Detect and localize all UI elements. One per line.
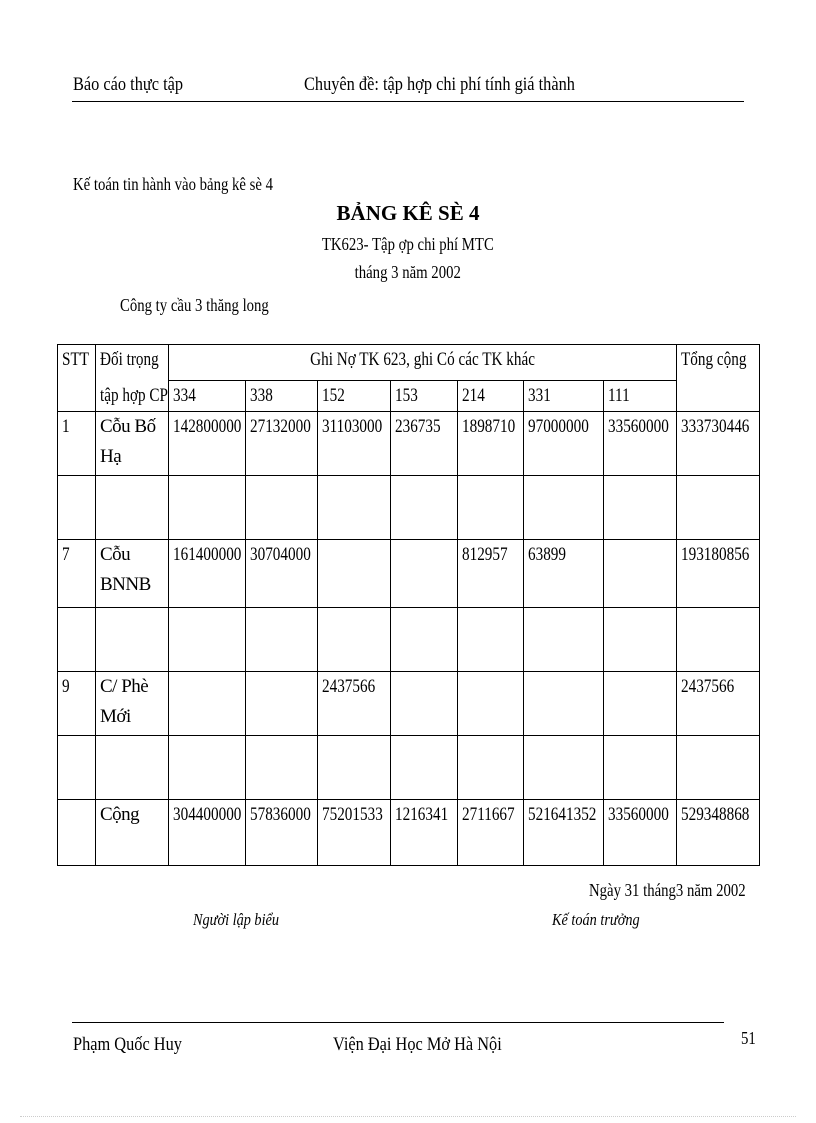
amount-cell-214: [458, 608, 524, 672]
page-title: BẢNG KÊ SÈ 4: [336, 201, 480, 225]
amount-cell-153: [391, 736, 458, 800]
table-row: [58, 672, 760, 736]
stt-cell: [58, 608, 96, 672]
total-cell: [677, 476, 760, 540]
amount-cell-331: [524, 672, 604, 736]
amount-cell-152: 31103000: [318, 412, 391, 476]
amount-cell-111: [604, 476, 677, 540]
total-cell: 333730446: [677, 412, 760, 476]
amount-cell-338: [246, 736, 318, 800]
amount-cell-111: [604, 736, 677, 800]
amount-cell-153: [391, 540, 458, 608]
account-334: 334: [169, 381, 246, 412]
amount-cell-334: [169, 476, 246, 540]
table-row: [58, 800, 760, 866]
total-cell: 193180856: [677, 540, 760, 608]
account-331: 331: [524, 381, 604, 412]
ledger-table: [57, 344, 760, 866]
account-214: 214: [458, 381, 524, 412]
amount-cell-152: [318, 476, 391, 540]
amount-cell-111: [604, 540, 677, 608]
preparer-signature-label: Người lập biểu: [193, 910, 280, 929]
amount-cell-338: [246, 476, 318, 540]
amount-cell-338: [246, 672, 318, 736]
amount-cell-153: [391, 672, 458, 736]
table-row: [58, 736, 760, 800]
amount-cell-111: [604, 608, 677, 672]
header-right: Chuyên đề: tập hợp chi phí tính giá thành: [304, 74, 575, 95]
header-total: Tổng cộng: [677, 345, 760, 412]
total-cell: 2437566: [677, 672, 760, 736]
amount-cell-334: 161400000: [169, 540, 246, 608]
stt-cell: 9: [58, 672, 96, 736]
amount-cell-214: 2711667: [458, 800, 524, 866]
amount-cell-153: 1216341: [391, 800, 458, 866]
amount-cell-331: [524, 476, 604, 540]
header-object-2: tập hợp CP: [96, 381, 169, 412]
footer-institute: Viện Đại Học Mở Hà Nội: [333, 1034, 502, 1055]
object-cell: Cỗu Bố Hạ: [96, 412, 169, 476]
amount-cell-111: 33560000: [604, 412, 677, 476]
stt-cell: [58, 736, 96, 800]
account-338: 338: [246, 381, 318, 412]
object-cell: [96, 608, 169, 672]
amount-cell-111: [604, 672, 677, 736]
header-left: Báo cáo thực tập: [73, 74, 184, 95]
amount-cell-338: [246, 608, 318, 672]
object-cell: C/ Phè Mới: [96, 672, 169, 736]
total-cell: [677, 736, 760, 800]
amount-cell-214: [458, 736, 524, 800]
amount-cell-331: 97000000: [524, 412, 604, 476]
header-group: Ghi Nợ TK 623, ghi Có các TK khác: [169, 345, 677, 381]
amount-cell-334: [169, 608, 246, 672]
amount-cell-334: [169, 736, 246, 800]
account-153: 153: [391, 381, 458, 412]
amount-cell-331: 521641352: [524, 800, 604, 866]
amount-cell-214: [458, 672, 524, 736]
date-line: Ngày 31 tháng3 năm 2002: [589, 880, 746, 900]
subtitle-account: TK623- Tập ợp chi phí MTC: [322, 234, 494, 254]
table-row: [58, 476, 760, 540]
object-cell: Cộng: [96, 800, 169, 866]
page-number: 51: [741, 1028, 756, 1048]
header-rule: [72, 101, 744, 102]
stt-cell: [58, 476, 96, 540]
table-row: [58, 540, 760, 608]
amount-cell-331: [524, 736, 604, 800]
amount-cell-338: 30704000: [246, 540, 318, 608]
amount-cell-334: 142800000: [169, 412, 246, 476]
stt-cell: 1: [58, 412, 96, 476]
account-152: 152: [318, 381, 391, 412]
amount-cell-334: [169, 672, 246, 736]
amount-cell-153: [391, 608, 458, 672]
intro-text: Kế toán tin hành vào bảng kê sè 4: [73, 174, 274, 194]
page-bottom-divider: [20, 1116, 796, 1117]
account-111: 111: [604, 381, 677, 412]
table-row: [58, 412, 760, 476]
amount-cell-334: 304400000: [169, 800, 246, 866]
company-name: Công ty cầu 3 thăng long: [120, 295, 269, 315]
header-object-1: Đối trọng: [96, 345, 169, 381]
footer-rule: [72, 1022, 724, 1023]
footer-author: Phạm Quốc Huy: [73, 1034, 182, 1055]
amount-cell-152: [318, 608, 391, 672]
object-cell: Cỗu BNNB: [96, 540, 169, 608]
header-stt: STT: [58, 345, 96, 412]
total-cell: 529348868: [677, 800, 760, 866]
table-row: [58, 608, 760, 672]
amount-cell-331: 63899: [524, 540, 604, 608]
amount-cell-214: [458, 476, 524, 540]
amount-cell-153: 236735: [391, 412, 458, 476]
object-cell: [96, 476, 169, 540]
stt-cell: [58, 800, 96, 866]
total-cell: [677, 608, 760, 672]
amount-cell-331: [524, 608, 604, 672]
object-cell: [96, 736, 169, 800]
amount-cell-153: [391, 476, 458, 540]
amount-cell-338: 27132000: [246, 412, 318, 476]
amount-cell-152: [318, 736, 391, 800]
amount-cell-214: 812957: [458, 540, 524, 608]
amount-cell-338: 57836000: [246, 800, 318, 866]
subtitle-period: tháng 3 năm 2002: [354, 262, 462, 282]
amount-cell-214: 1898710: [458, 412, 524, 476]
stt-cell: 7: [58, 540, 96, 608]
amount-cell-111: 33560000: [604, 800, 677, 866]
amount-cell-152: 2437566: [318, 672, 391, 736]
amount-cell-152: 75201533: [318, 800, 391, 866]
chief-accountant-label: Kế toán trưởng: [552, 910, 640, 929]
amount-cell-152: [318, 540, 391, 608]
